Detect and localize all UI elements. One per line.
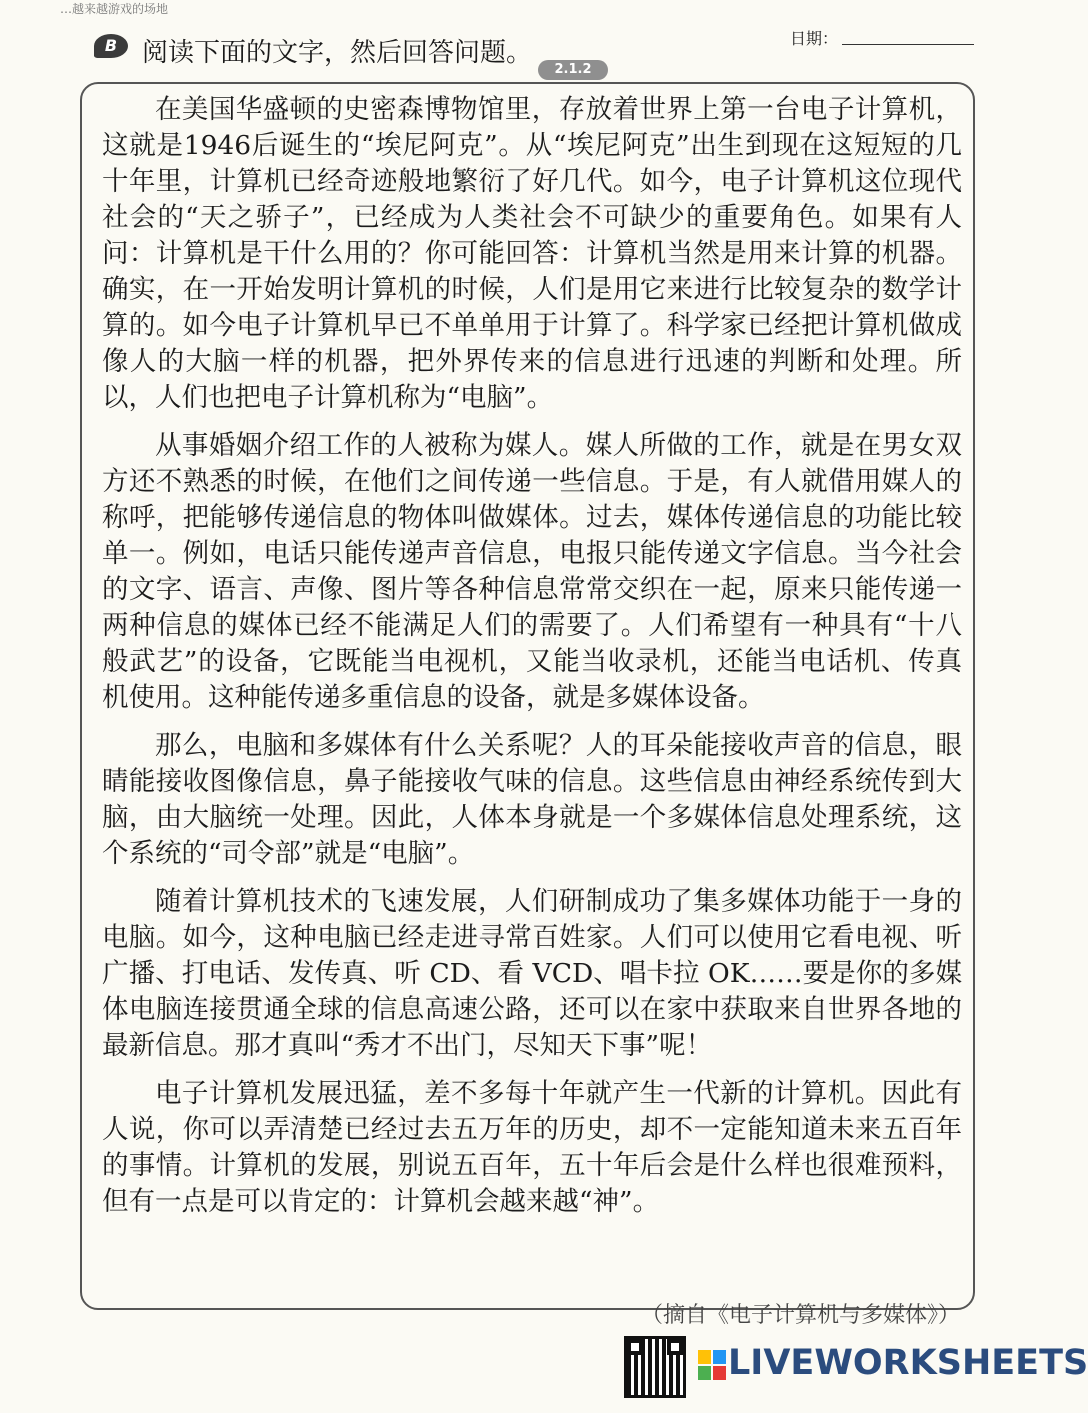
article-source: （摘自《电子计算机与多媒体》） xyxy=(640,1303,960,1328)
liveworksheets-brand: LIVEWORKSHEETS xyxy=(728,1343,1088,1383)
skill-code-badge: 2.1.2 xyxy=(538,60,608,80)
date-field-line xyxy=(842,44,974,45)
qr-code-icon xyxy=(624,1336,686,1398)
article-paragraph: 在美国华盛顿的史密森博物馆里，存放着世界上第一台电子计算机，这就是1946后诞生的“埃尼阿克”。从“埃尼阿克”出生到现在这短短的几十年里，计算机已经奇迹般地繁衍了好几代。如今，电子计算机这位现代社会的“天之骄子”，已经成为人类社会不可缺少的重要角色。如果有人问：计算机是干什么用的？你可能回答：计算机当然是用来计算的机器。确实，在一开始发明计算机的时候，人们是用它来进行比较复杂的数学计算的。如今电子计算机早已不单单用于计算了。科学家已经把计算机做成像人的大脑一样的机器，把外界传来的信息进行迅速的判断和处理。所以，人们也把电子计算机称为“电脑”。 xyxy=(102,94,962,413)
instruction-heading: 阅读下面的文字，然后回答问题。 xyxy=(142,38,533,68)
article-paragraph: 那么，电脑和多媒体有什么关系呢？人的耳朵能接收声音的信息，眼睛能接收图像信息，鼻子能接收气味的信息。这些信息由神经系统传到大脑，由大脑统一处理。因此，人体本身就是一个多媒体信息处理系统，这个系统的“司令部”就是“电脑”。 xyxy=(102,730,962,869)
section-tag: B xyxy=(94,34,128,58)
previous-page-title: …越来越游戏的场地 xyxy=(60,2,169,16)
liveworksheets-logo-icon xyxy=(698,1350,726,1380)
article-paragraph: 电子计算机发展迅猛，差不多每十年就产生一代新的计算机。因此有人说，你可以弄清楚已经过去五万年的历史，却不一定能知道未来五百年的事情。计算机的发展，别说五百年，五十年后会是什么样也很难预料，但有一点是可以肯定的：计算机会越来越“神”。 xyxy=(102,1078,962,1217)
article-body xyxy=(102,92,962,1232)
article-paragraph: 从事婚姻介绍工作的人被称为媒人。媒人所做的工作，就是在男女双方还不熟悉的时候，在他们之间传递一些信息。于是，有人就借用媒人的称呼，把能够传递信息的物体叫做媒体。过去，媒体传递信息的功能比较单一。例如，电话只能传递声音信息，电报只能传递文字信息。当今社会的文字、语言、声像、图片等各种信息常常交织在一起，原来只能传递一两种信息的媒体已经不能满足人们的需要了。人们希望有一种具有“十八般武艺”的设备，它既能当电视机，又能当收录机，还能当电话机、传真机使用。这种能传递多重信息的设备，就是多媒体设备。 xyxy=(102,430,962,713)
article-paragraph: 随着计算机技术的飞速发展，人们研制成功了集多媒体功能于一身的电脑。如今，这种电脑已经走进寻常百姓家。人们可以使用它看电视、听广播、打电话、发传真、听 CD、看 VCD、唱卡拉 OK……要是你的多媒体电脑连接贯通全球的信息高速公路，还可以在家中获取来自世界各地的最新信息。那才真叫“秀才不出门，尽知天下事”呢！ xyxy=(102,886,962,1061)
date-label: 日期： xyxy=(790,29,839,48)
